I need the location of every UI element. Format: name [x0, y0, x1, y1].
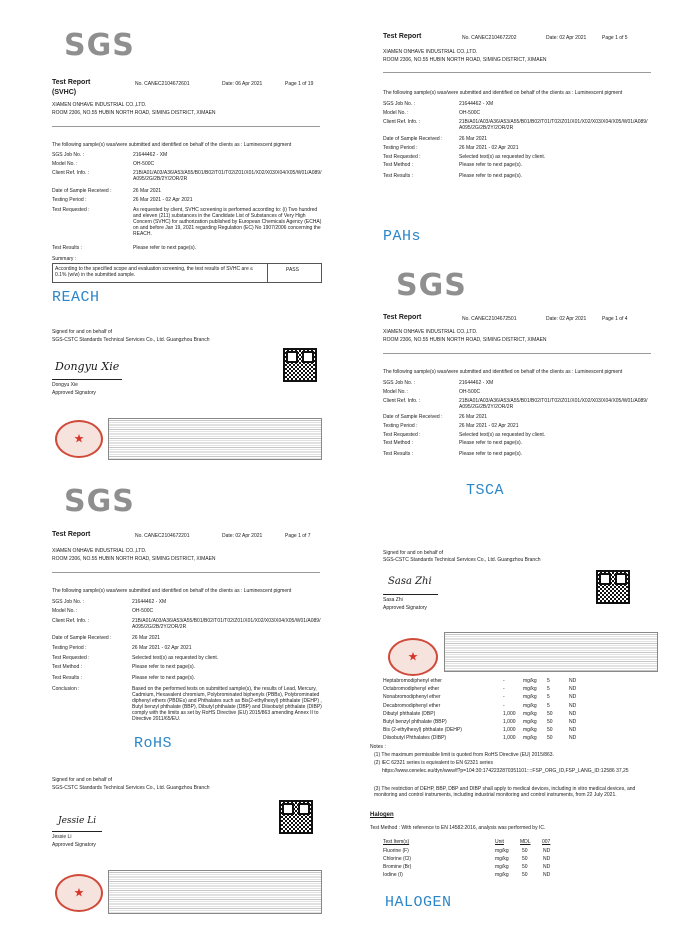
company-name: XIAMEN ONHAVE INDUSTRIAL CO.,LTD.	[383, 49, 478, 55]
fine-print-box	[108, 870, 322, 914]
summary-table	[52, 263, 322, 283]
table-cell-result: ND	[569, 702, 577, 709]
report-title: Test Report	[383, 314, 422, 321]
intro-text: The following sample(s) was/were submitted and identified on behalf of the clients as : Luminescent pigment	[383, 369, 623, 375]
signed-line-2: SGS-CSTC Standards Technical Services Co., Ltd. Guangzhou Branch	[52, 785, 210, 791]
job-label: SGS Job No. :	[52, 599, 84, 605]
company-address: ROOM 2306, NO.55 HUBIN NORTH ROAD, SIMING DISTRICT, XIMAEN	[383, 337, 547, 343]
period-value: 26 Mar 2021 - 02 Apr 2021	[459, 145, 519, 151]
report-number: No. CANEC2104672202	[462, 35, 517, 41]
client-ref-label: Client Ref. Info. :	[383, 398, 421, 404]
job-label: SGS Job No. :	[383, 101, 415, 107]
pahs-report-panel	[340, 0, 687, 265]
received-label: Date of Sample Received :	[52, 188, 112, 194]
job-value: 21644462 - XM	[459, 380, 494, 386]
requested-value: As requested by client, SVHC screening is performed according to: (i) Two hundred and eleven (211) substances in the Candidate List of Substances of Very High Concern (SVHC) for authorization published by European Chemicals Agency (ECHA) on and before Jan 19, 2021 regarding Regulation (EC) No 1907/2006 concerning the REACH.	[133, 207, 322, 237]
conclusion-label: Conclusion :	[52, 686, 80, 692]
intro-text: The following sample(s) was/were submitted and identified on behalf of the clients as : Luminescent pigment	[52, 142, 292, 148]
signatory-name: Dongyu Xie	[52, 382, 78, 388]
seal-star-icon: ★	[73, 431, 85, 446]
signed-line-1: Signed for and on behalf of	[52, 329, 113, 335]
report-page: Page 1 of 19	[285, 81, 314, 87]
seal-star-icon: ★	[73, 885, 85, 900]
seal-star-icon: ★	[407, 649, 419, 664]
client-ref-label: Client Ref. Info. :	[383, 119, 421, 125]
model-label: Model No. :	[52, 161, 78, 167]
table-cell-unit: mg/kg	[523, 710, 537, 717]
period-label: Testing Period :	[383, 423, 418, 429]
table-cell-result: ND	[569, 686, 577, 693]
company-address: ROOM 2306, NO.55 HUBIN NORTH ROAD, SIMING DISTRICT, XIMAEN	[52, 556, 216, 562]
reach-label: REACH	[52, 289, 100, 306]
table-cell-substance: Butyl benzyl phthalate (BBP)	[383, 719, 447, 725]
table-cell-unit: mg/kg	[495, 872, 509, 878]
sgs-logo: SGS	[64, 28, 135, 63]
model-label: Model No. :	[52, 608, 78, 614]
table-cell-limit: 1,000	[503, 719, 516, 725]
table-cell-limit: 1,000	[503, 735, 516, 742]
table-cell-mdl: 50	[522, 872, 528, 878]
company-name: XIAMEN ONHAVE INDUSTRIAL CO.,LTD.	[52, 548, 147, 554]
tsca-report-panel	[340, 265, 687, 540]
table-cell-mdl: 50	[547, 735, 553, 742]
client-ref-label: Client Ref. Info. :	[52, 170, 90, 176]
summary-divider	[267, 264, 268, 282]
received-value: 26 Mar 2021	[133, 188, 162, 194]
signatory-title: Approved Signatory	[383, 605, 427, 611]
halogen-header-mdl: MDL	[520, 839, 531, 845]
signatory-title: Approved Signatory	[52, 842, 96, 848]
table-cell-result: ND	[569, 678, 577, 684]
table-cell-mdl: 50	[547, 719, 553, 725]
client-ref-value: 21B/A01/A03/A36/A53/A55/B01/B02/T01/T02/Z01/X01/X02/X03/X04/X05/W01/A089/A095/2G/2B/2Y/2OR/2R	[133, 170, 322, 182]
header-divider	[52, 572, 320, 573]
table-cell-element: Bromine (Br)	[383, 864, 412, 870]
model-value: OH-500C	[132, 608, 154, 614]
table-cell-substance: Decabromodiphenyl ether	[383, 702, 441, 709]
summary-label: Summary :	[52, 256, 77, 262]
results-label: Test Results :	[52, 675, 83, 681]
table-cell-mdl: 5	[547, 702, 550, 709]
signed-line-2: SGS-CSTC Standards Technical Services Co., Ltd. Guangzhou Branch	[52, 337, 210, 343]
table-cell-limit: -	[503, 678, 505, 684]
table-cell-mdl: 50	[522, 848, 528, 854]
report-title: Test Report	[383, 33, 422, 40]
table-cell-unit: mg/kg	[523, 678, 537, 684]
table-cell-substance: Dibutyl phthalate (DBP)	[383, 710, 436, 717]
qr-code-icon	[283, 348, 317, 382]
model-value: OH-500C	[459, 389, 481, 395]
signature: Dongyu Xie	[55, 360, 120, 373]
table-cell-unit: mg/kg	[523, 719, 537, 725]
period-value: 26 Mar 2021 - 02 Apr 2021	[132, 645, 192, 651]
halogen-method: Test Method : With reference to EN 14582:2016, analysis was performed by IC.	[370, 825, 546, 831]
signed-line-1: Signed for and on behalf of	[52, 777, 113, 783]
report-number: No. CANEC2104672601	[135, 81, 190, 87]
results-label: Test Results :	[383, 173, 414, 179]
model-label: Model No. :	[383, 110, 409, 116]
table-cell-mdl: 50	[547, 727, 553, 734]
table-cell-substance: Diisobutyl Phthalates (DIBP)	[383, 735, 447, 742]
table-cell-unit: mg/kg	[523, 735, 537, 742]
method-label: Test Method :	[383, 162, 414, 168]
company-seal-icon	[55, 874, 103, 912]
table-cell-element: Iodine (I)	[383, 872, 403, 878]
received-label: Date of Sample Received :	[383, 136, 443, 142]
method-value: Please refer to next page(s).	[459, 162, 523, 168]
table-cell-unit: mg/kg	[523, 702, 537, 709]
table-cell-result: ND	[543, 872, 551, 878]
signed-line-2: SGS-CSTC Standards Technical Services Co., Ltd. Guangzhou Branch	[383, 557, 541, 563]
client-ref-value: 21B/A01/A03/A36/A53/A55/B01/B02/T01/T02/Z01/X01/X02/X03/X04/X05/W01/A089/A095/2G/2B/2Y/2OR/2R	[132, 618, 321, 630]
report-number: No. CANEC2104672201	[135, 533, 190, 539]
note-1: (1) The maximum permissible limit is quoted from RoHS Directive (EU) 2015/863.	[374, 752, 554, 758]
note-3: (3) The restriction of DEHP, BBP, DBP and DIBP shall apply to medical devices, including in vitro medical devices, and monitoring and control instruments, including industrial monitoring and control instruments, from 22 July 2021.	[374, 786, 636, 798]
reach-report-panel	[0, 0, 340, 470]
job-label: SGS Job No. :	[52, 152, 84, 158]
summary-result: PASS	[286, 267, 299, 273]
table-cell-mdl: 5	[547, 686, 550, 693]
pahs-label: PAHs	[383, 228, 422, 245]
model-value: OH-500C	[133, 161, 155, 167]
table-cell-mdl: 5	[547, 678, 550, 684]
table-cell-result: ND	[569, 710, 577, 717]
table-cell-mdl: 50	[547, 710, 553, 717]
table-cell-substance: Bis (2-ethylhexyl) phthalate (DEHP)	[383, 727, 462, 734]
table-cell-unit: mg/kg	[523, 727, 537, 734]
period-value: 26 Mar 2021 - 02 Apr 2021	[133, 197, 193, 203]
client-ref-value: 21B/A01/A03/A36/A53/A55/B01/B02/T01/T02/Z01/X01/X02/X03/X04/X05/W01/A089/A095/2G/2B/2Y/2OR/2R	[459, 119, 648, 131]
requested-label: Test Requested :	[52, 207, 90, 213]
halogen-title: Halogen	[370, 812, 394, 818]
table-cell-limit: 1,000	[503, 727, 516, 734]
signatory-name: Sasa Zhi	[383, 597, 403, 603]
job-value: 21644462 - XM	[132, 599, 167, 605]
requested-value: Selected test(s) as requested by client.	[132, 655, 219, 661]
table-cell-unit: mg/kg	[495, 856, 509, 862]
notes-heading: Notes :	[370, 744, 386, 750]
method-label: Test Method :	[383, 440, 414, 446]
summary-text: According to the specified scope and evaluation screening, the test results of SVHC are ≤ 0.1% (w/w) in the submitted sample.	[55, 266, 253, 278]
qr-code-icon	[596, 570, 630, 604]
period-value: 26 Mar 2021 - 02 Apr 2021	[459, 423, 519, 429]
table-cell-result: ND	[569, 727, 577, 734]
table-cell-substance: Heptabromodiphenyl ether	[383, 678, 442, 684]
report-date: Date: 02 Apr 2021	[222, 533, 263, 539]
table-cell-substance: Octabromodiphenyl ether	[383, 686, 440, 693]
received-value: 26 Mar 2021	[459, 414, 488, 420]
signature: Jessie Li	[58, 816, 97, 826]
fine-print-box	[444, 632, 658, 672]
report-page: Page 1 of 7	[285, 533, 311, 539]
job-value: 21644462 - XM	[133, 152, 168, 158]
requested-value: Selected test(s) as requested by client.	[459, 432, 546, 438]
table-cell-unit: mg/kg	[523, 686, 537, 693]
tsca-label: TSCA	[466, 482, 505, 499]
method-value: Please refer to next page(s).	[459, 440, 523, 446]
company-address: ROOM 2306, NO.55 HUBIN NORTH ROAD, SIMING DISTRICT, XIMAEN	[52, 110, 216, 116]
halogen-report-panel	[340, 540, 687, 942]
conclusion-value: Based on the performed tests on submitted sample(s), the results of Lead, Mercury, Cadmium, Hexavalent chromium, Polybrominated biphenyls (PBBs), Polybrominated diphenyl ethers (PBDEs) and Phthalates such as Bis(2-ethylhexyl) phthalate (DEHP) , Butyl benzyl phthalate (BBP), Dibutyl phthalate (DBP) and Diisobutyl phthalate (DIBP) comply with the limits as set by RoHS Directive (EU) 2015/863 amending Annex II to Directive 2011/65/EU.	[132, 686, 322, 722]
sgs-logo: SGS	[64, 484, 135, 519]
table-cell-limit: -	[503, 686, 505, 693]
rohs-report-panel	[0, 470, 340, 942]
model-label: Model No. :	[383, 389, 409, 395]
results-label: Test Results :	[52, 245, 83, 251]
table-cell-result: ND	[543, 856, 551, 862]
signature-line	[52, 379, 122, 380]
report-title: Test Report	[52, 79, 91, 86]
company-seal-icon	[55, 420, 103, 458]
results-value: Please refer to next page(s).	[459, 451, 523, 457]
halogen-header-item: Test Item(s)	[383, 839, 410, 845]
results-value: Please refer to next page(s).	[133, 245, 197, 251]
results-label: Test Results :	[383, 451, 414, 457]
sgs-logo: SGS	[396, 268, 467, 303]
table-cell-element: Chlorine (Cl)	[383, 856, 412, 862]
client-ref-label: Client Ref. Info. :	[52, 618, 90, 624]
halogen-label: HALOGEN	[385, 894, 452, 911]
signatory-name: Jessie Li	[52, 834, 72, 840]
company-name: XIAMEN ONHAVE INDUSTRIAL CO.,LTD.	[52, 102, 147, 108]
signature-line	[383, 594, 438, 595]
received-label: Date of Sample Received :	[52, 635, 112, 641]
report-subtitle: (SVHC)	[52, 89, 77, 96]
period-label: Testing Period :	[383, 145, 418, 151]
table-cell-result: ND	[569, 719, 577, 725]
report-page: Page 1 of 5	[602, 35, 628, 41]
note-2: (2) IEC 62321 series is equivalent to EN 62321 series	[374, 760, 493, 766]
received-value: 26 Mar 2021	[459, 136, 488, 142]
table-cell-unit: mg/kg	[495, 848, 509, 854]
table-cell-unit: mg/kg	[495, 864, 509, 870]
received-value: 26 Mar 2021	[132, 635, 161, 641]
table-cell-unit: mg/kg	[523, 694, 537, 701]
header-divider	[383, 72, 651, 73]
results-value: Please refer to next page(s).	[459, 173, 523, 179]
intro-text: The following sample(s) was/were submitted and identified on behalf of the clients as : Luminescent pigment	[383, 90, 623, 96]
table-cell-element: Fluorine (F)	[383, 848, 409, 854]
results-value: Please refer to next page(s).	[132, 675, 196, 681]
report-number: No. CANEC2104672501	[462, 316, 517, 322]
company-name: XIAMEN ONHAVE INDUSTRIAL CO.,LTD.	[383, 329, 478, 335]
report-date: Date: 06 Apr 2021	[222, 81, 263, 87]
client-ref-value: 21B/A01/A03/A36/A53/A55/B01/B02/T01/T02/Z01/X01/X02/X03/X04/X05/W01/A089/A095/2G/2B/2Y/2OR/2R	[459, 398, 648, 410]
requested-label: Test Requested :	[383, 432, 421, 438]
signature-line	[52, 831, 102, 832]
period-label: Testing Period :	[52, 645, 87, 651]
job-label: SGS Job No. :	[383, 380, 415, 386]
rohs-label: RoHS	[134, 735, 173, 752]
fine-print-box	[108, 418, 322, 460]
table-cell-limit: -	[503, 694, 505, 701]
table-cell-mdl: 5	[547, 694, 550, 701]
signatory-title: Approved Signatory	[52, 390, 96, 396]
table-cell-limit: -	[503, 702, 505, 709]
table-cell-limit: 1,000	[503, 710, 516, 717]
report-title: Test Report	[52, 531, 91, 538]
report-page: Page 1 of 4	[602, 316, 628, 322]
report-date: Date: 02 Apr 2021	[546, 316, 587, 322]
table-cell-mdl: 50	[522, 864, 528, 870]
received-label: Date of Sample Received :	[383, 414, 443, 420]
requested-label: Test Requested :	[52, 655, 90, 661]
header-divider	[383, 353, 651, 354]
company-address: ROOM 2306, NO.55 HUBIN NORTH ROAD, SIMING DISTRICT, XIMAEN	[383, 57, 547, 63]
header-divider	[52, 126, 320, 127]
report-date: Date: 02 Apr 2021	[546, 35, 587, 41]
halogen-header-result: 007	[542, 839, 551, 845]
signature: Sasa Zhi	[388, 576, 432, 587]
requested-value: Selected test(s) as requested by client.	[459, 154, 546, 160]
method-label: Test Method :	[52, 664, 83, 670]
company-seal-icon	[388, 638, 438, 676]
table-cell-result: ND	[543, 864, 551, 870]
halogen-header-unit: Unit	[495, 839, 504, 845]
table-cell-result: ND	[543, 848, 551, 854]
requested-label: Test Requested :	[383, 154, 421, 160]
table-cell-substance: Nonabromodiphenyl ether	[383, 694, 441, 701]
signed-line-1: Signed for and on behalf of	[383, 550, 444, 556]
note-2-link[interactable]: https://www.cenelec.eu/dyn/www/f?p=104:30:1742232870351101::::FSP_ORG_ID,FSP_LANG_ID:12586 37,25	[382, 768, 629, 774]
table-cell-result: ND	[569, 694, 577, 701]
intro-text: The following sample(s) was/were submitted and identified on behalf of the clients as : Luminescent pigment	[52, 588, 292, 594]
qr-code-icon	[279, 800, 313, 834]
table-cell-mdl: 50	[522, 856, 528, 862]
model-value: OH-500C	[459, 110, 481, 116]
job-value: 21644462 - XM	[459, 101, 494, 107]
period-label: Testing Period :	[52, 197, 87, 203]
method-value: Please refer to next page(s).	[132, 664, 196, 670]
table-cell-result: ND	[569, 735, 577, 742]
